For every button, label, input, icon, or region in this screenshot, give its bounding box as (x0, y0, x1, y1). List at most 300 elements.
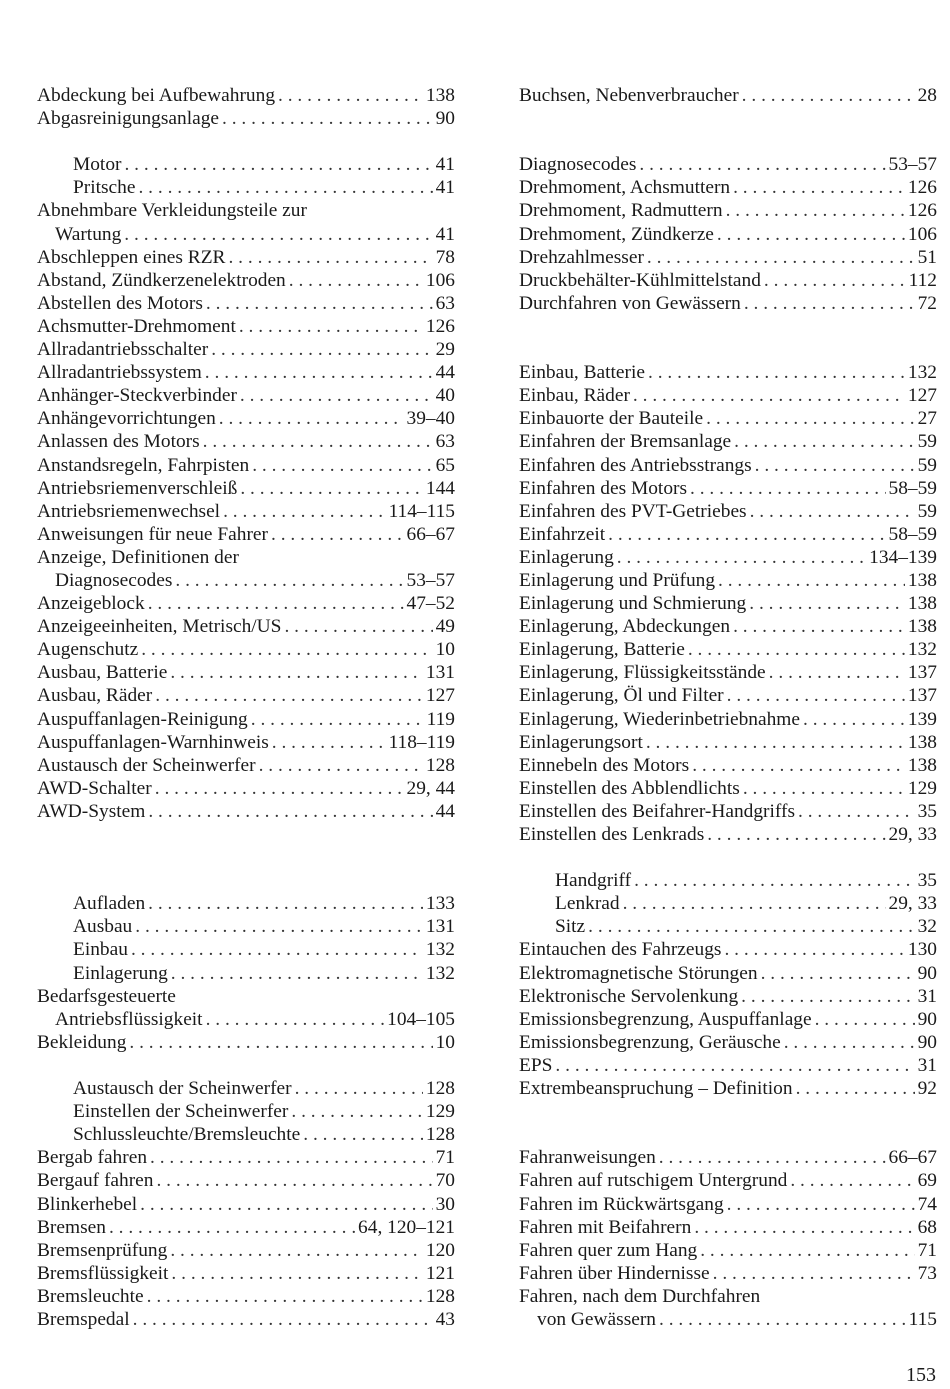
index-entry-page: 132 (425, 939, 455, 961)
index-entry-text: AWD-Schalter (37, 777, 152, 799)
index-entry (519, 1008, 937, 1031)
leader-dots (109, 1216, 355, 1239)
index-entry-page: 69 (917, 1170, 937, 1192)
leader-dots (659, 1146, 886, 1169)
index-entry-text: Extrembeanspruchung – Definition (519, 1078, 793, 1100)
index-entry-text: Anweisungen für neue Fahrer (37, 523, 268, 545)
index-entry-text: Elektromagnetische Störungen (519, 962, 758, 984)
index-column-right (519, 84, 937, 1331)
leader-dots (733, 176, 905, 199)
index-entry (37, 1239, 455, 1262)
index-entry (37, 1100, 455, 1123)
index-entry-text: Einbauorte der Bauteile (519, 408, 704, 430)
leader-dots (726, 199, 905, 222)
index-entry-text: Einlagerung, Wiederinbetriebnahme (519, 708, 800, 730)
index-entry-text: Einbau, Batterie (519, 362, 645, 384)
index-entry-page: 134–139 (869, 546, 937, 568)
index-entry (519, 985, 937, 1008)
index-entry-page: 138 (907, 616, 937, 638)
index-entry (37, 892, 455, 915)
index-entry-text: Anzeige, Definitionen der (37, 546, 239, 568)
index-entry-text: Einlagerung und Schmierung (519, 593, 747, 615)
index-entry-text: Einlagerung, Batterie (519, 639, 685, 661)
index-entry-page: 43 (435, 1308, 455, 1330)
index-entry-text: von Gewässern (537, 1308, 657, 1330)
leader-dots (170, 661, 423, 684)
index-gap (37, 846, 455, 869)
index-entry (37, 1308, 455, 1331)
leader-dots (155, 777, 404, 800)
leader-dots (291, 1100, 423, 1123)
index-entry-page: 63 (435, 431, 455, 453)
index-entry-page: 28 (917, 85, 937, 106)
leader-dots (718, 569, 905, 592)
index-entry-page: 106 (425, 269, 455, 291)
index-entry-page: 68 (917, 1216, 937, 1238)
index-entry-page: 29, 33 (888, 824, 937, 845)
leader-dots (617, 546, 866, 569)
leader-dots (133, 1308, 433, 1331)
leader-dots (755, 454, 915, 477)
index-entry-page: 59 (917, 454, 937, 476)
leader-dots (646, 731, 905, 754)
index-entry-text: Bergab fahren (37, 1147, 148, 1169)
leader-dots (124, 153, 432, 176)
index-entry (37, 269, 455, 292)
index-entry-page: 31 (917, 985, 937, 1007)
leader-dots (141, 638, 432, 661)
index-entry-text: Anzeigeeinheiten, Metrisch/US (37, 616, 282, 638)
index-entry (519, 708, 937, 731)
index-entry-page: 27 (917, 408, 937, 430)
leader-dots (252, 454, 432, 477)
index-entry-page: 40 (435, 385, 455, 407)
leader-dots (272, 731, 386, 754)
index-entry-page: 71 (435, 1147, 455, 1169)
index-entry-text: Abgasreinigungsanlage (37, 108, 220, 130)
index-entry (519, 430, 937, 453)
leader-dots (706, 407, 914, 430)
index-entry (519, 84, 937, 107)
index-entry-text: Drehzahlmesser (519, 246, 644, 268)
leader-dots (259, 754, 423, 777)
index-entry-text: Emissionsbegrenzung, Auspuffanlage (519, 1008, 812, 1030)
index-entry (519, 915, 937, 938)
index-entry-text: Motor (73, 154, 122, 176)
index-entry-page: 90 (917, 1031, 937, 1053)
index-entry-text: Antriebsflüssigkeit (55, 1008, 203, 1030)
leader-dots (803, 708, 905, 731)
leader-dots (727, 684, 905, 707)
index-entry-page: 29 (435, 339, 455, 361)
index-entry-page: 72 (917, 292, 937, 314)
index-entry-page: 129 (425, 1101, 455, 1123)
index-entry (519, 1031, 937, 1054)
leader-dots (140, 1193, 432, 1216)
index-entry-page: 137 (907, 662, 937, 684)
index-entry-page: 58–59 (888, 523, 937, 545)
index-entry-text: EPS (519, 1054, 553, 1076)
index-entry-page: 10 (435, 1031, 455, 1053)
leader-dots (222, 107, 433, 130)
index-entry-text: Drehmoment, Achsmuttern (519, 177, 731, 199)
index-entry (519, 269, 937, 292)
index-entry-page: 132 (907, 639, 937, 661)
index-gap (519, 1100, 937, 1123)
index-gap (519, 130, 937, 153)
index-entry (37, 176, 455, 199)
index-entry (519, 754, 937, 777)
index-entry-text: Einlagerung und Prüfung (519, 569, 716, 591)
index-entry (37, 962, 455, 985)
index-entry (519, 246, 937, 269)
index-entry-text: Sitz (555, 916, 586, 938)
index-entry (37, 938, 455, 961)
index-entry-page: 30 (435, 1193, 455, 1215)
leader-dots (228, 246, 432, 269)
index-entry (519, 892, 937, 915)
index-entry (519, 500, 937, 523)
index-entry-page: 130 (907, 939, 937, 961)
index-entry-text: Aufladen (73, 893, 146, 915)
index-entry-page: 127 (907, 385, 937, 407)
index-entry (37, 199, 455, 222)
index-entry (519, 1262, 937, 1285)
index-entry-page: 29, 33 (888, 893, 937, 915)
index-entry-page: 131 (425, 662, 455, 684)
index-entry-text: Anhängevorrichtungen (37, 408, 216, 430)
leader-dots (633, 384, 905, 407)
leader-dots (717, 223, 905, 246)
index-entry-text: Bremsflüssigkeit (37, 1262, 169, 1284)
index-entry-page: 138 (425, 85, 455, 106)
index-entry (37, 223, 455, 246)
leader-dots (303, 1123, 423, 1146)
index-entry-page: 90 (917, 1008, 937, 1030)
leader-dots (761, 962, 915, 985)
index-entry-page: 121 (425, 1262, 455, 1284)
index-entry-page: 71 (917, 1239, 937, 1261)
leader-dots (148, 800, 432, 823)
index-entry-page: 41 (435, 177, 455, 199)
index-entry (519, 546, 937, 569)
index-entry-page: 53–57 (888, 154, 937, 176)
leader-dots (223, 500, 385, 523)
index-entry-text: Austausch der Scheinwerfer (37, 754, 256, 776)
index-entry (37, 915, 455, 938)
leader-dots (688, 638, 905, 661)
index-entry-page: 53–57 (406, 569, 455, 591)
index-entry-text: Drehmoment, Radmuttern (519, 200, 723, 222)
index-entry-text: Bremsleuchte (37, 1285, 144, 1307)
index-entry-text: Fahren mit Beifahrern (519, 1216, 692, 1238)
index-entry-page: 115 (908, 1308, 937, 1330)
index-gap (37, 130, 455, 153)
index-entry-text: Augenschutz (37, 639, 139, 661)
leader-dots (749, 592, 905, 615)
index-entry-text: Bremsenprüfung (37, 1239, 168, 1261)
index-entry (519, 592, 937, 615)
leader-dots (203, 430, 433, 453)
index-entry-text: Einfahren des PVT-Getriebes (519, 500, 747, 522)
index-entry-page: 65 (435, 454, 455, 476)
index-entry-page: 49 (435, 616, 455, 638)
index-gap (37, 1054, 455, 1077)
index-entry-page: 10 (435, 639, 455, 661)
index-entry-text: Abstand, Zündkerzenelektroden (37, 269, 286, 291)
index-entry (37, 1008, 455, 1031)
index-entry-page: 74 (917, 1193, 937, 1215)
index-entry-page: 144 (425, 477, 455, 499)
index-entry-text: Einlagerung, Flüssigkeitsstände (519, 662, 766, 684)
index-entry-page: 119 (426, 708, 455, 730)
leader-dots (555, 1054, 914, 1077)
index-entry (37, 153, 455, 176)
index-entry-text: Antriebsriemenverschleiß (37, 477, 238, 499)
index-entry-page: 128 (425, 1124, 455, 1146)
index-entry-text: Austausch der Scheinwerfer (73, 1078, 292, 1100)
index-entry-text: Fahren auf rutschigem Untergrund (519, 1170, 788, 1192)
index-entry-page: 78 (435, 246, 455, 268)
index-entry-text: Einlagerungsort (519, 731, 643, 753)
index-entry-text: Lenkrad (555, 893, 620, 915)
index-entry (37, 754, 455, 777)
index-entry-page: 138 (907, 593, 937, 615)
index-entry (37, 246, 455, 269)
index-entry-text: Anlassen des Motors (37, 431, 200, 453)
leader-dots (790, 1169, 914, 1192)
leader-dots (694, 1216, 914, 1239)
leader-dots (690, 477, 886, 500)
index-gap (37, 823, 455, 846)
index-entry (37, 1216, 455, 1239)
index-entry-text: Ausbau, Räder (37, 685, 153, 707)
index-entry-page: 44 (435, 800, 455, 822)
index-entry (519, 199, 937, 222)
leader-dots (647, 246, 915, 269)
leader-dots (648, 361, 905, 384)
leader-dots (205, 361, 433, 384)
leader-dots (131, 938, 423, 961)
index-entry-text: Antriebsriemenwechsel (37, 500, 221, 522)
index-entry-text: Bedarfsgesteuerte (37, 985, 176, 1007)
index-entry-page: 114–115 (388, 500, 455, 522)
index-entry (519, 292, 937, 315)
index-entry-text: Einbau, Räder (519, 385, 630, 407)
index-entry-page: 118–119 (388, 731, 455, 753)
leader-dots (148, 892, 423, 915)
index-entry-page: 41 (435, 223, 455, 245)
index-entry (37, 1285, 455, 1308)
index-entry-page: 126 (907, 177, 937, 199)
index-entry-text: Einfahren des Antriebsstrangs (519, 454, 752, 476)
index-gap (519, 846, 937, 869)
index-entry (37, 569, 455, 592)
index-entry-text: Buchsen, Nebenverbraucher (519, 85, 739, 106)
index-entry (37, 384, 455, 407)
index-entry-text: Schlussleuchte/Bremsleuchte (73, 1124, 301, 1146)
index-entry-page: 133 (425, 893, 455, 915)
index-entry (519, 1146, 937, 1169)
index-entry (519, 684, 937, 707)
leader-dots (171, 962, 423, 985)
index-entry-page: 59 (917, 500, 937, 522)
index-entry-text: Bremspedal (37, 1308, 130, 1330)
index-entry-text: Abschleppen eines RZR (37, 246, 226, 268)
index-entry-text: Drehmoment, Zündkerze (519, 223, 714, 245)
index-entry (37, 1193, 455, 1216)
index-entry-text: Fahranweisungen (519, 1147, 656, 1169)
index-entry-page: 44 (435, 362, 455, 384)
index-entry-text: Druckbehälter-Kühlmittelstand (519, 269, 761, 291)
leader-dots (700, 1239, 914, 1262)
index-entry-page: 92 (917, 1078, 937, 1100)
index-entry-page: 90 (435, 108, 455, 130)
index-entry (37, 1146, 455, 1169)
leader-dots (734, 430, 914, 453)
leader-dots (124, 223, 432, 246)
leader-dots (769, 661, 905, 684)
index-entry-page: 73 (917, 1262, 937, 1284)
index-entry-text: Diagnosecodes (519, 154, 637, 176)
index-entry-page: 64, 120–121 (358, 1216, 455, 1238)
index-entry (519, 477, 937, 500)
index-entry (519, 384, 937, 407)
leader-dots (741, 985, 914, 1008)
leader-dots (271, 523, 404, 546)
leader-dots (742, 84, 915, 107)
index-entry-text: Bekleidung (37, 1031, 127, 1053)
index-entry-text: Einnebeln des Motors (519, 754, 690, 776)
index-entry-page: 90 (917, 962, 937, 984)
leader-dots (211, 338, 432, 361)
index-entry (519, 569, 937, 592)
index-entry (37, 477, 455, 500)
leader-dots (634, 869, 915, 892)
index-entry-text: Auspuffanlagen-Warnhinweis (37, 731, 269, 753)
index-entry (519, 938, 937, 961)
index-entry-text: Abstellen des Motors (37, 292, 203, 314)
index-entry-page: 66–67 (406, 523, 455, 545)
leader-dots (138, 176, 432, 199)
index-entry-page: 128 (425, 754, 455, 776)
leader-dots (764, 269, 906, 292)
index-entry-text: Einlagerung (519, 546, 614, 568)
index-entry-text: Pritsche (73, 177, 136, 199)
index-entry-text: Einfahrzeit (519, 523, 606, 545)
index-entry-text: Allradantriebssystem (37, 362, 202, 384)
leader-dots (239, 315, 423, 338)
index-gap (519, 107, 937, 130)
leader-dots (155, 684, 423, 707)
index-entry-text: Einstellen des Abblendlichts (519, 777, 740, 799)
index-entry-page: 131 (425, 916, 455, 938)
index-entry-page: 139 (907, 708, 937, 730)
index-entry (37, 84, 455, 107)
index-entry-page: 39–40 (406, 408, 455, 430)
leader-dots (295, 1077, 423, 1100)
index-entry (37, 731, 455, 754)
index-entry-text: Einbau (73, 939, 128, 961)
index-entry (519, 1054, 937, 1077)
leader-dots (240, 384, 433, 407)
leader-dots (135, 915, 423, 938)
index-entry-page: 51 (917, 246, 937, 268)
leader-dots (278, 84, 423, 107)
leader-dots (156, 1169, 432, 1192)
index-entry-page: 137 (907, 685, 937, 707)
index-entry-page: 47–52 (406, 593, 455, 615)
index-entry (519, 1077, 937, 1100)
index-entry-text: Fahren quer zum Hang (519, 1239, 698, 1261)
index-entry (37, 708, 455, 731)
index-entry (37, 615, 455, 638)
index-entry-text: Achsmutter-Drehmoment (37, 315, 236, 337)
index-entry (519, 454, 937, 477)
index-entry (37, 800, 455, 823)
index-entry (37, 592, 455, 615)
index-entry (519, 731, 937, 754)
index-entry-text: Einstellen der Scheinwerfer (73, 1101, 289, 1123)
index-entry-text: Fahren über Hindernisse (519, 1262, 710, 1284)
index-entry-text: Handgriff (555, 870, 632, 892)
leader-dots (623, 892, 886, 915)
leader-dots (284, 615, 432, 638)
index-entry-page: 58–59 (888, 477, 937, 499)
index-entry (37, 361, 455, 384)
index-entry (519, 615, 937, 638)
leader-dots (206, 292, 433, 315)
index-entry (519, 661, 937, 684)
index-entry-text: Wartung (55, 223, 122, 245)
index-gap (519, 1123, 937, 1146)
index-entry-page: 120 (425, 1239, 455, 1261)
index-entry-text: Anhänger-Steckverbinder (37, 385, 237, 407)
index-entry (37, 985, 455, 1008)
index-entry-text: Abdeckung bei Aufbewahrung (37, 85, 276, 106)
index-entry-text: Fahren, nach dem Durchfahren (519, 1285, 761, 1307)
index-entry-page: 31 (917, 1054, 937, 1076)
index-entry-text: Elektronische Servolenkung (519, 985, 739, 1007)
leader-dots (784, 1031, 915, 1054)
index-entry (37, 777, 455, 800)
leader-dots (129, 1031, 432, 1054)
index-gap (519, 338, 937, 361)
index-entry (519, 869, 937, 892)
index-entry (37, 1077, 455, 1100)
index-entry (519, 176, 937, 199)
index-entry (37, 684, 455, 707)
leader-dots (175, 569, 403, 592)
index-entry-page: 138 (907, 569, 937, 591)
index-entry (519, 523, 937, 546)
index-entry (37, 454, 455, 477)
leader-dots (639, 153, 885, 176)
index-entry-text: Bremsen (37, 1216, 106, 1238)
index-entry (37, 407, 455, 430)
leader-dots (170, 1239, 423, 1262)
index-entry (37, 430, 455, 453)
index-entry-page: 106 (907, 223, 937, 245)
index-entry-page: 59 (917, 431, 937, 453)
index-entry (37, 1123, 455, 1146)
index-entry-page: 35 (917, 800, 937, 822)
index-entry (519, 361, 937, 384)
leader-dots (206, 1008, 385, 1031)
leader-dots (289, 269, 423, 292)
index-entry-text: Anstandsregeln, Fahrpisten (37, 454, 250, 476)
leader-dots (171, 1262, 422, 1285)
